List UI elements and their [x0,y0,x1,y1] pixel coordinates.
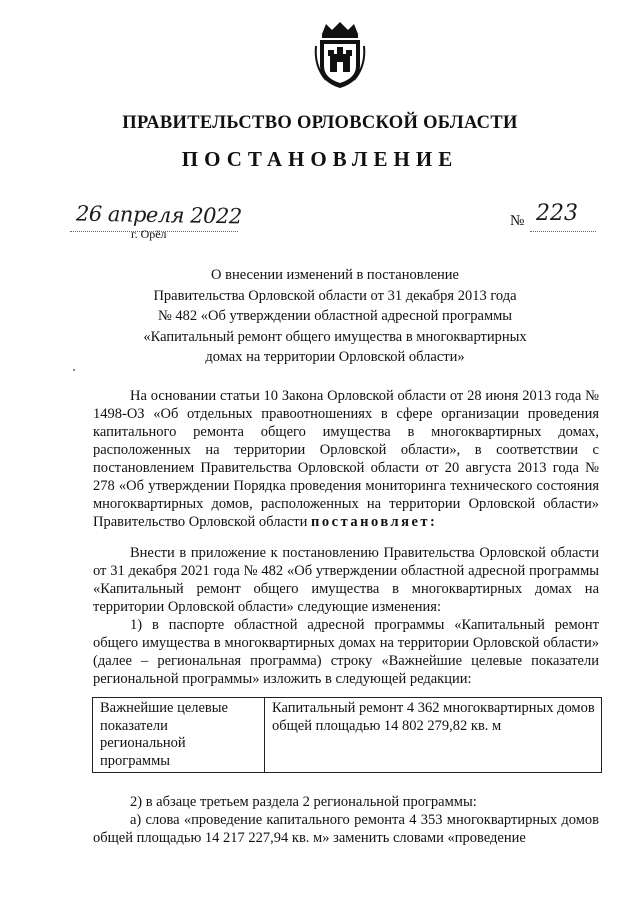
handwritten-number: 223 [536,201,578,226]
scan-speck [73,369,75,371]
item-2-section [93,793,599,847]
preamble-paragraph [93,387,599,531]
number-sign: № [510,213,525,229]
indicator-label-cell [93,698,265,773]
item-1-paragraph: 1) в паспорте областной адресной программы «Капитальный ремонт общего имущества в многоквартирных домах на территории Орловской области» (далее – региональная программа) строку «Важнейшие целевые показатели региональной программы» изложить в следующей редакции: [93,617,599,687]
document-type: ПОСТАНОВЛЕНИЕ [181,147,459,171]
city-label: г. Орёл [131,227,167,241]
subject-line: № 482 «Об утверждении областной адресной программы [157,308,513,324]
target-indicators-table [92,697,602,773]
item-2a-paragraph: а) слова «проведение капитального ремонта 4 353 многоквартирных домов общей площадью 14 217 227,94 кв. м» заменить словами «проведение [93,812,599,846]
label-line: Важнейшие целевые [100,700,228,716]
label-line: показатели [100,717,168,734]
intro-paragraph: Внести в приложение к постановлению Правительства Орловской области от 31 декабря 2021 года № 482 «Об утверждении областной адресной программы «Капитальный ремонт общего имущества в многоквартирных домах на территории Орловской области» следующие изменения: [93,545,599,615]
subject-line: О внесении изменений в постановление [211,267,459,283]
table-row [93,698,602,773]
amendments-section [93,544,599,688]
number-underline [530,231,596,232]
subject-line: «Капитальный ремонт общего имущества в многоквартирных [143,328,527,345]
indicator-value-cell: Капитальный ремонт 4 362 многоквартирных домов общей площадью 14 802 279,82 кв. м [265,698,602,773]
orel-coat-of-arms-icon [312,20,368,90]
item-2-paragraph: 2) в абзаце третьем раздела 2 региональной программы: [130,794,477,810]
handwritten-date: 26 апреля 2022 [75,201,242,229]
preamble-text: На основании статьи 10 Закона Орловской области от 28 июня 2013 года № 1498-ОЗ «Об отдельных правоотношениях в сфере организации проведения капитального ремонта общего имущества в многоквартирных домах, расположенных на территории Орловской области», в соответствии с постановлением Правительства Орловской области от 20 августа 2013 года № 278 «Об утверждении Порядка проведения мониторинга технического состояния многоквартирных домов, расположенных на территории Орловской области» Правительство Орловской области [93,388,599,530]
organization-title: ПРАВИТЕЛЬСТВО ОРЛОВСКОЙ ОБЛАСТИ [122,113,518,133]
document-subject [120,265,550,368]
subject-line: Правительства Орловской области от 31 декабря 2013 года [153,287,517,304]
subject-line: домах на территории Орловской области» [205,349,465,365]
label-line: региональной [100,735,186,751]
resolves-word: постановляет: [311,514,438,530]
label-line: программы [100,752,170,769]
